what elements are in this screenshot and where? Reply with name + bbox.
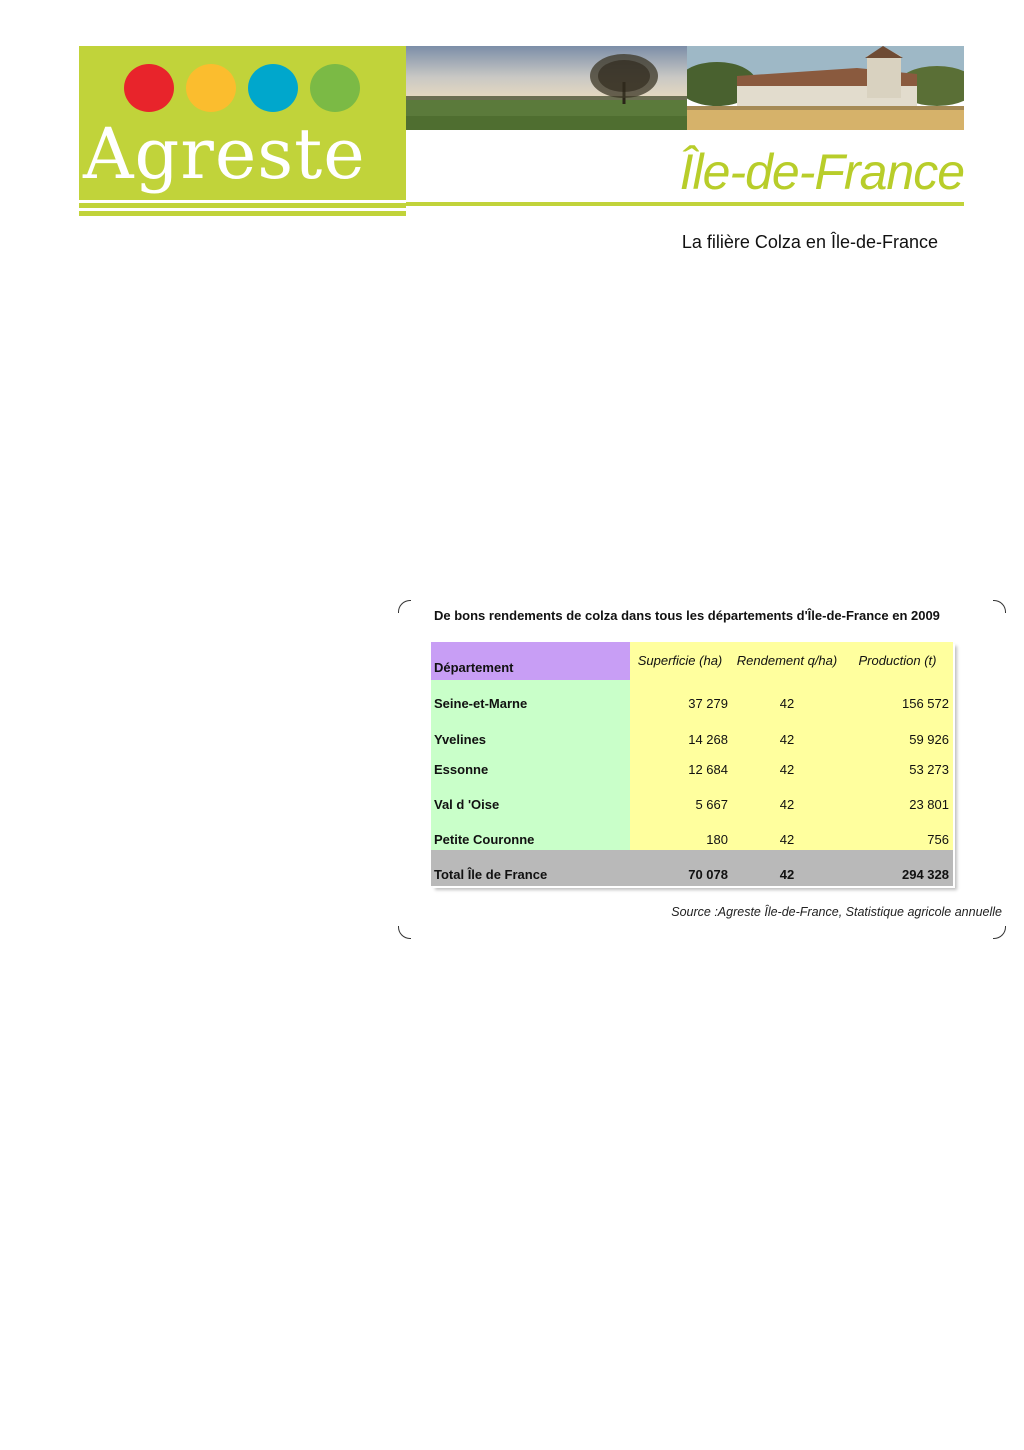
frame-corner-bottom-right xyxy=(993,926,1006,939)
table-cell-rendement: 42 xyxy=(779,832,795,847)
red-dot-icon xyxy=(124,64,174,112)
header-divider xyxy=(406,202,964,206)
region-title: Île-de-France xyxy=(679,144,964,200)
table-cell-rendement: 42 xyxy=(779,797,795,812)
total-cell-rendement: 42 xyxy=(779,867,795,882)
table-cell-superficie: 37 279 xyxy=(688,696,728,711)
figure-source: Source :Agreste Île-de-France, Statistique agricole annuelle xyxy=(671,905,1002,919)
table-cell-production: 23 801 xyxy=(909,797,949,812)
col-header-departement: Département xyxy=(431,642,630,680)
blue-dot-icon xyxy=(248,64,298,112)
total-row-label: Total Île de France xyxy=(434,867,548,882)
table-cell-rendement: 42 xyxy=(779,696,795,711)
table-row-label: Seine-et-Marne xyxy=(434,696,528,711)
table-cell-rendement: 42 xyxy=(779,732,795,747)
document-title: La filière Colza en Île-de-France xyxy=(681,232,938,252)
yellow-dot-icon xyxy=(186,64,236,112)
field-tree-photo xyxy=(406,46,687,130)
farm-building-photo xyxy=(687,46,964,130)
total-cell-production: 294 328 xyxy=(902,867,949,882)
table-cell-production: 53 273 xyxy=(909,762,949,777)
figure-caption: De bons rendements de colza dans tous les départements d'Île-de-France en 2009 xyxy=(434,608,940,623)
table-cell-production: 59 926 xyxy=(909,732,949,747)
table-cell-production: 156 572 xyxy=(902,696,949,711)
table-row-label: Yvelines xyxy=(434,732,487,747)
col-header-superficie: Superficie (ha) xyxy=(637,653,723,668)
table-cell-superficie: 14 268 xyxy=(688,732,728,747)
data-table xyxy=(431,642,953,886)
logo-divider xyxy=(79,208,406,211)
col-header-production: Production (t) xyxy=(858,653,937,668)
frame-corner-top-left xyxy=(398,600,411,613)
table-cell-superficie: 12 684 xyxy=(688,762,728,777)
table-cell-production: 756 xyxy=(927,832,949,847)
frame-corner-bottom-left xyxy=(398,926,411,939)
table-row-label: Val d 'Oise xyxy=(434,797,500,812)
table-cell-rendement: 42 xyxy=(779,762,795,777)
table-cell-superficie: 180 xyxy=(706,832,728,847)
table-cell-superficie: 5 667 xyxy=(695,797,728,812)
col-header-rendement: Rendement q/ha) xyxy=(736,653,838,668)
total-cell-superficie: 70 078 xyxy=(688,867,728,882)
table-row-label: Essonne xyxy=(434,762,489,777)
green-dot-icon xyxy=(310,64,360,112)
agreste-logo xyxy=(79,46,406,216)
table-row-label: Petite Couronne xyxy=(434,832,535,847)
frame-corner-top-right xyxy=(993,600,1006,613)
brand-name: Agreste xyxy=(83,114,366,194)
logo-divider xyxy=(79,200,406,203)
